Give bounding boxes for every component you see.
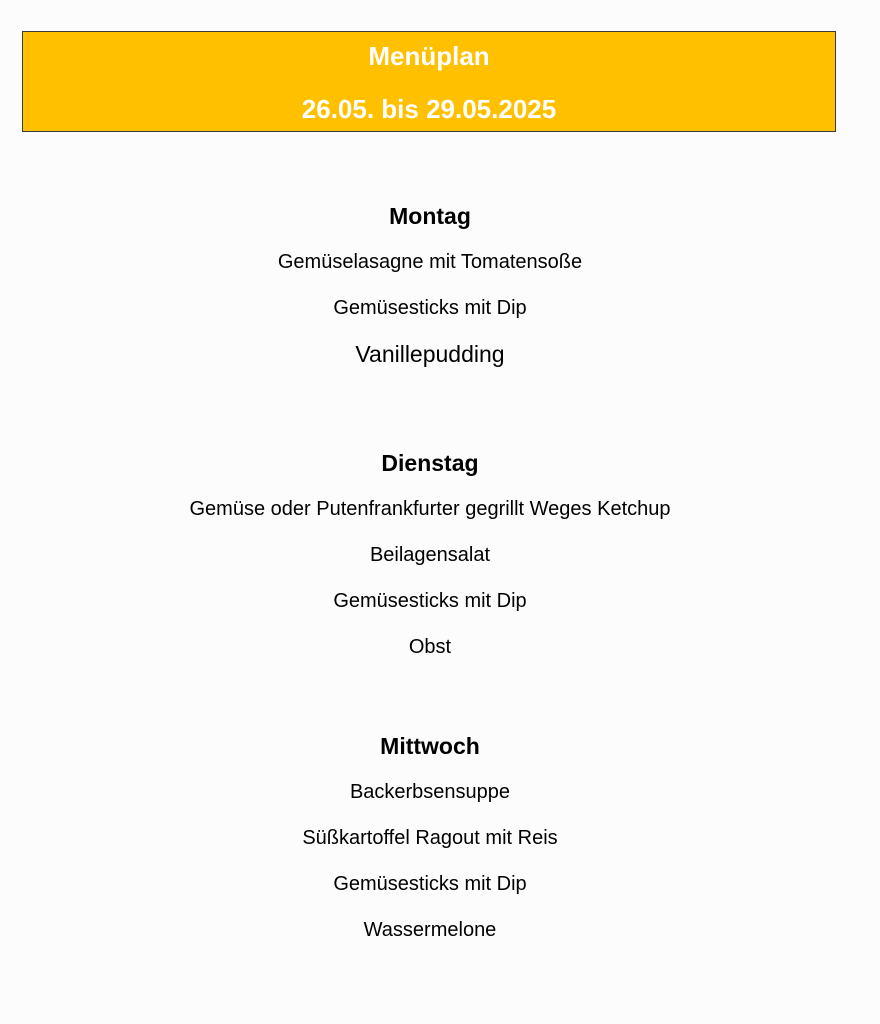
menu-item: Vanillepudding xyxy=(355,341,505,367)
menu-item: Gemüselasagne mit Tomatensoße xyxy=(277,251,583,273)
menu-item: Beilagensalat xyxy=(369,544,491,566)
menu-item: Backerbsensuppe xyxy=(349,781,511,803)
menu-header-banner xyxy=(22,31,836,132)
menu-item-list xyxy=(0,780,860,942)
menu-item: Wassermelone xyxy=(363,919,497,941)
day-heading: Mittwoch xyxy=(380,733,480,759)
menu-item: Obst xyxy=(408,636,452,658)
menu-item: Süßkartoffel Ragout mit Reis xyxy=(302,827,558,849)
menu-item: Gemüse oder Putenfrankfurter gegrillt Weges Ketchup xyxy=(189,498,671,520)
menu-item-list xyxy=(0,497,860,659)
menu-item: Gemüsesticks mit Dip xyxy=(333,590,527,612)
page-title: Menüplan xyxy=(368,41,490,71)
menu-item-list xyxy=(0,250,860,368)
menu-item: Gemüsesticks mit Dip xyxy=(333,873,527,895)
day-heading: Montag xyxy=(389,203,471,229)
day-heading: Dienstag xyxy=(381,450,479,476)
day-section-dienstag xyxy=(0,449,860,659)
date-range: 26.05. bis 29.05.2025 xyxy=(301,94,557,124)
day-section-montag xyxy=(0,202,860,368)
day-section-mittwoch xyxy=(0,732,860,942)
menu-item: Gemüsesticks mit Dip xyxy=(333,297,527,319)
